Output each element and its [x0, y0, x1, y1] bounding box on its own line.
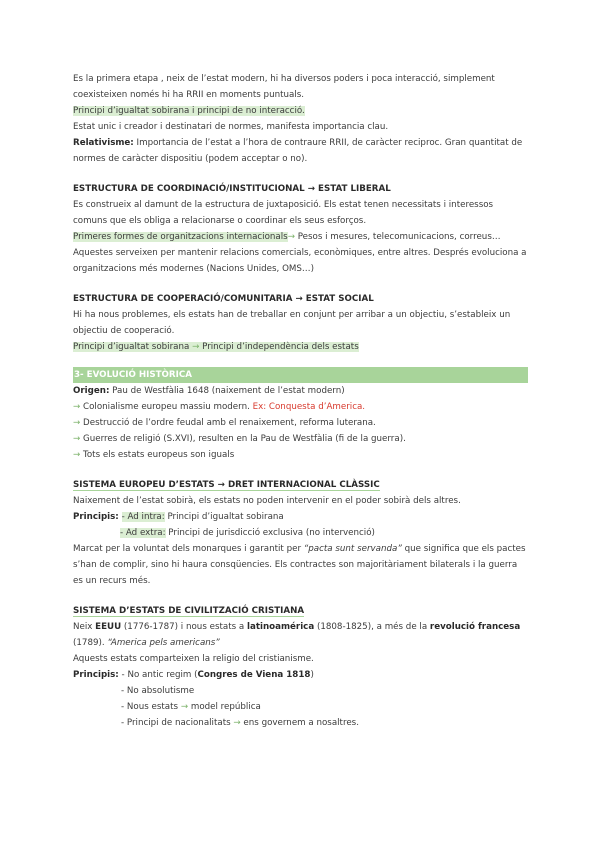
europeu-paragraph: Naixement de l’estat sobirà, els estats no poden intervenir en el poder sobirà dels altres. [73, 496, 461, 506]
cristiana-principi-4: - Principi de nacionalitats → ens governem a nosaltres. [121, 718, 359, 728]
origen-line: Origen: Pau de Westfàlia 1648 (naixement de l’estat modern) [73, 386, 345, 396]
heading-sistema-europeu: SISTEMA EUROPEU D’ESTATS → DRET INTERNACIONAL CLÀSSIC [73, 480, 380, 490]
arrow-icon: → [180, 702, 189, 712]
relativisme-paragraph: Relativisme: Importancia de l’estat a l’hora de contraure RRII, de caràcter reciproc. Gran quantitat de normes de caràcter dispositiu (podem acceptar o no). [73, 138, 523, 164]
bullet-guerres: → Guerres de religió (S.XVI), resulten en la Pau de Westfàlia (fi de la guerra). [73, 434, 406, 444]
intro-highlight: Principi d’igualtat sobirana i principi de no interacció. [73, 106, 305, 116]
europeu-principi-1: Principis: - Ad intra: Principi d’igualtat sobirana [73, 512, 284, 522]
arrow-icon: → [73, 450, 81, 460]
cristiana-principi-3: - Nous estats → model república [121, 702, 261, 712]
bullet-colonialisme: → Colonialisme europeu massiu modern. Ex: Conquesta d’America. [73, 402, 366, 412]
europeu-paragraph-2: Marcat per la voluntat dels monarques i garantit per “pacta sunt servanda” que significa que els pactes s’han de complir, sino hi haura consqüencies. Els contractes son majoritàriament bilaterals i la guerra es un recurs més. [73, 544, 526, 586]
arrow-icon: → [73, 434, 81, 444]
coordinacio-paragraph: Es construeix al damunt de la estructura de juxtaposició. Els estat tenen necessitats i interessos comuns que els obliga a relacionarse o coordinar els seus esforços. [73, 200, 494, 226]
document-content [73, 71, 528, 731]
cristiana-principi-2: - No absolutisme [121, 686, 195, 696]
coordinacio-highlight-line: Primeres formes de organitzacions internacionals→ Pesos i mesures, telecomunicacions, correus… [73, 232, 501, 242]
cristiana-paragraph: Neix EEUU (1776-1787) i nous estats a latinoamérica (1808-1825), a més de la revolució francesa (1789). “America pels americans” [73, 622, 521, 648]
europeu-principi-2: - Ad extra: Principi de jurisdicció exclusiva (no intervenció) [120, 528, 375, 538]
arrow-icon: → [192, 342, 200, 352]
cooperacio-highlight-line: Principi d’igualtat sobirana → Principi d’independència dels estats [73, 342, 359, 352]
arrow-icon: → [233, 718, 241, 728]
heading-civilitzacio-cristiana: SISTEMA D’ESTATS DE CIVILITZACIÓ CRISTIANA [73, 606, 305, 616]
bullet-iguals: → Tots els estats europeus son iguals [73, 450, 235, 460]
heading-coordinacio: ESTRUCTURA DE COORDINACIÓ/INSTITUCIONAL → ESTAT LIBERAL [73, 184, 391, 194]
section-bar-evolucio: 3- EVOLUCIÓ HISTÒRICA [73, 367, 528, 383]
cristiana-line-2: Aquests estats comparteixen la religio del cristianisme. [73, 654, 314, 664]
bullet-destruccio: → Destrucció de l’ordre feudal amb el renaixement, reforma luterana. [73, 418, 376, 428]
arrow-icon: → [287, 232, 295, 242]
intro-line-2: Estat unic i creador i destinatari de normes, manifesta importancia clau. [73, 122, 389, 132]
coordinacio-paragraph-2: Aquestes serveixen per mantenir relacions comercials, econòmiques, entre altres. Després evoluciona a organitzacions més modernes (Nacions Unides, OMS…) [73, 248, 527, 274]
intro-paragraph: Es la primera etapa , neix de l’estat modern, hi ha diversos poders i poca interacció, simplement coexisteixen només hi ha RRII en moments puntuals. [73, 74, 495, 100]
cooperacio-paragraph: Hi ha nous problemes, els estats han de treballar en conjunt per arribar a un objectiu, s’estableix un objectiu de cooperació. [73, 310, 511, 336]
cristiana-principi-1: Principis: - No antic regim (Congres de Viena 1818) [73, 670, 314, 680]
arrow-icon: → [73, 402, 81, 412]
arrow-icon: → [73, 418, 81, 428]
heading-cooperacio: ESTRUCTURA DE COOPERACIÓ/COMUNITARIA → ESTAT SOCIAL [73, 294, 374, 304]
